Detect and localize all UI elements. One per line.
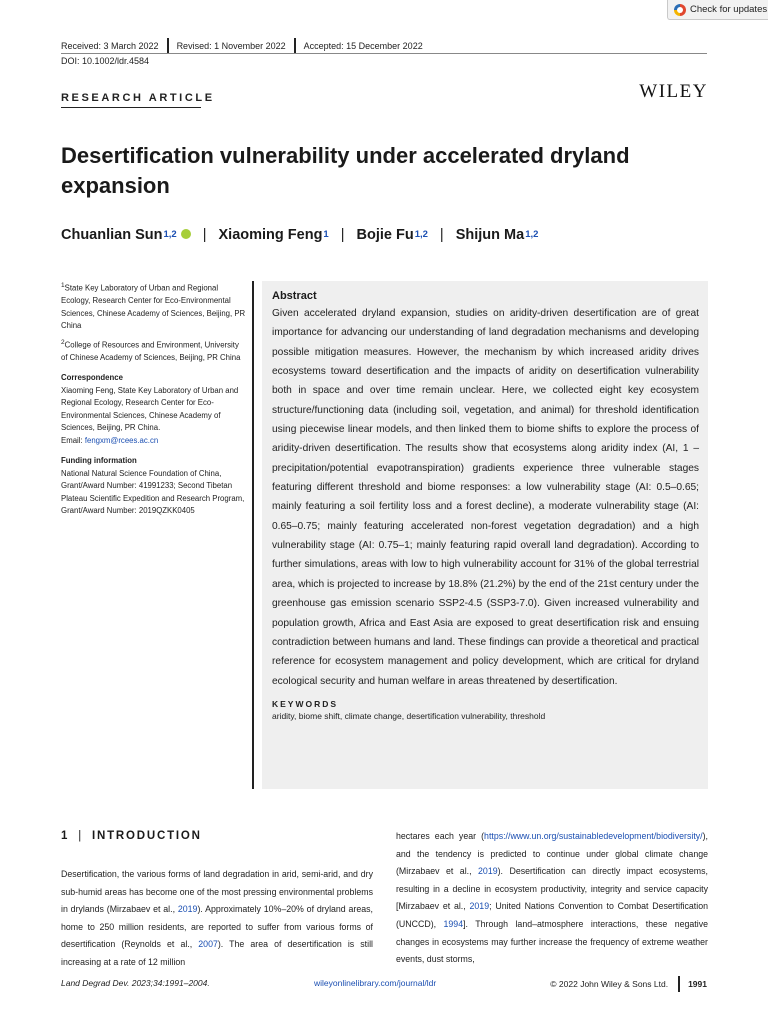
- citation-link[interactable]: 2007: [198, 939, 218, 950]
- orcid-icon[interactable]: [181, 229, 191, 239]
- abstract-panel: [262, 281, 708, 789]
- crossmark-icon: [674, 4, 686, 16]
- page-number: 1991: [688, 979, 707, 989]
- author-name[interactable]: Xiaoming Feng: [218, 227, 323, 243]
- section-title: INTRODUCTION: [92, 830, 202, 842]
- article-dates: [61, 38, 423, 54]
- email-link[interactable]: fengxm@rcees.ac.cn: [84, 435, 159, 445]
- funding-heading: Funding information: [61, 456, 137, 466]
- sidebar-divider: [252, 281, 254, 789]
- author-affiliation[interactable]: 1,2: [414, 229, 428, 240]
- author-list: [61, 227, 538, 243]
- affiliation-1: $^1$State Key Laboratory of Urban and Regional Ecology, Research Center for Eco-Environmental Sciences, Chinese Academy of Sciences, Beijing, PR China: [61, 282, 246, 331]
- date-separator: [167, 38, 169, 54]
- keywords-heading: KEYWORDS: [272, 698, 339, 709]
- funding-text: National Natural Science Foundation of China, Grant/Award Number: 41991233; Second Tibetan Plateau Scientific Expedition and Research Program, Grant/Award Number: 2019QZKK0405: [61, 468, 245, 516]
- author-name[interactable]: Bojie Fu: [356, 227, 414, 243]
- journal-citation: Land Degrad Dev. 2023;34:1991–2004.: [61, 978, 210, 988]
- url-link[interactable]: https://www.un.org/sustainabledevelopment/biodiversity/: [484, 831, 703, 841]
- abstract-heading: Abstract: [272, 290, 317, 302]
- article-sidebar: [61, 280, 247, 522]
- publisher-logo: WILEY: [639, 81, 708, 102]
- author-name[interactable]: Shijun Ma: [455, 227, 525, 243]
- author-separator: |: [340, 227, 345, 243]
- author-affiliation[interactable]: 1: [323, 229, 329, 240]
- footer-separator: [678, 976, 680, 992]
- revised-date: Revised: 1 November 2022: [176, 41, 286, 51]
- affiliation-2: $^2$College of Resources and Environment, University of Chinese Academy of Sciences, Beijing, PR China: [61, 338, 241, 362]
- section-heading: [61, 830, 202, 842]
- journal-url[interactable]: wileyonlinelibrary.com/journal/ldr: [314, 978, 437, 988]
- correspondence-heading: Correspondence: [61, 373, 123, 383]
- article-title: Desertification vulnerability under accelerated dryland expansion: [61, 143, 630, 198]
- author-separator: |: [439, 227, 444, 243]
- check-for-updates-label: Check for updates: [690, 4, 768, 15]
- intro-paragraph-right: hectares each year (https://www.un.org/sustainabledevelopment/biodiversity/), and the tendency is predicted to continue under global climate change (Mirzabaev et al., 2019). Desertification can directly impact ecosystems, resulting in a decline in ecosystem productivity, integrity and service capacity [Mirzabaev et al., 2019; United Nations Convention to Combat Desertification (UNCCD), 1994]. Through land–atmosphere interactions, these negative changes in ecosystems may further increase the frequency of extreme weather events, dust storms,: [396, 831, 708, 965]
- correspondence-text: Xiaoming Feng, State Key Laboratory of Urban and Regional Ecology, Research Center for Eco-Environmental Sciences, Chinese Academy of Sciences, Beijing, PR China. Email: fengxm@rcees.ac.cn: [61, 385, 239, 445]
- header-rule: [61, 53, 707, 54]
- author-affiliation[interactable]: 1,2: [525, 229, 539, 240]
- citation-link[interactable]: 2019: [469, 901, 490, 912]
- section-number: 1: [61, 830, 70, 842]
- article-type: RESEARCH ARTICLE: [61, 92, 215, 108]
- date-separator: [294, 38, 296, 54]
- doi[interactable]: DOI: 10.1002/ldr.4584: [61, 56, 150, 66]
- section-separator: |: [78, 830, 83, 842]
- citation-link[interactable]: 1994: [443, 918, 464, 929]
- footer-right: [550, 976, 707, 992]
- citation-link[interactable]: 2019: [177, 904, 198, 915]
- author-separator: |: [202, 227, 207, 243]
- keywords-list: aridity, biome shift, climate change, desertification vulnerability, threshold: [272, 710, 546, 721]
- intro-paragraph-left: Desertification, the various forms of land degradation in arid, semi-arid, and dry sub-humid areas has become one of the most pressing environmental problems in drylands (Mirzabaev et al., 2019). Approximately 10%–20% of dryland areas, home to 250 million residents, are reported to suffer from various forms of desertification (Reynolds et al., 2007). The area of desertification is still increasing at a rate of 12 million: [61, 869, 373, 967]
- copyright: © 2022 John Wiley & Sons Ltd.: [550, 979, 669, 989]
- accepted-date: Accepted: 15 December 2022: [303, 41, 423, 51]
- citation-link[interactable]: 2019: [478, 866, 498, 877]
- check-for-updates-button[interactable]: [667, 0, 768, 20]
- author-affiliation[interactable]: 1,2: [163, 229, 177, 240]
- abstract-text: Given accelerated dryland expansion, studies on aridity-driven desertification are of great importance for advancing our understanding of land degradation mechanisms and developing possible mitigation measures. However, the mechanism by which increased aridity drives ecosystems toward desertification and the impacts of aridity on desertification vulnerability both in space and over time remain unclear. Here, we collected eight key ecosystem structure/functioning data (including soil, vegetation, and animal) for threshold identification using piecewise linear models, and then linked them to biome shifts to explore the process of aridity-driven desertification. The results show that ecosystems along aridity index (AI, 1 – precipitation/potential evapotranspiration) gradients experience three vulnerable stages featuring different threshold and biome responses: a low vulnerability stage (AI: 0.5–0.65; mainly featuring a soil fertility loss and a forest decline), a moderate vulnerability stage (AI: 0.65–0.75; mainly featuring accelerated non-forest vegetation degradation) and a high vulnerability stage (AI: 0.75–1; mainly featuring rapid overall land degradation). According to further simulations, areas with low to high vulnerability account for 31% of the global terrestrial area, which is projected to increase by 18.8% (21.2%) by the end of the 21st century under the greenhouse gas emission scenario SSP2-4.5 (SSP3-7.0). Given increased vulnerability and population growth, Africa and East Asia are exposed to great desertification risk and ensuing contradiction between humans and land. These findings can provide a theoretical and practical reference for ecosystem management and policy development, which are critical for dryland ecological security and human welfare in areas threatened by desertification.: [272, 308, 699, 687]
- received-date: Received: 3 March 2022: [61, 41, 159, 51]
- author-name[interactable]: Chuanlian Sun: [61, 227, 163, 243]
